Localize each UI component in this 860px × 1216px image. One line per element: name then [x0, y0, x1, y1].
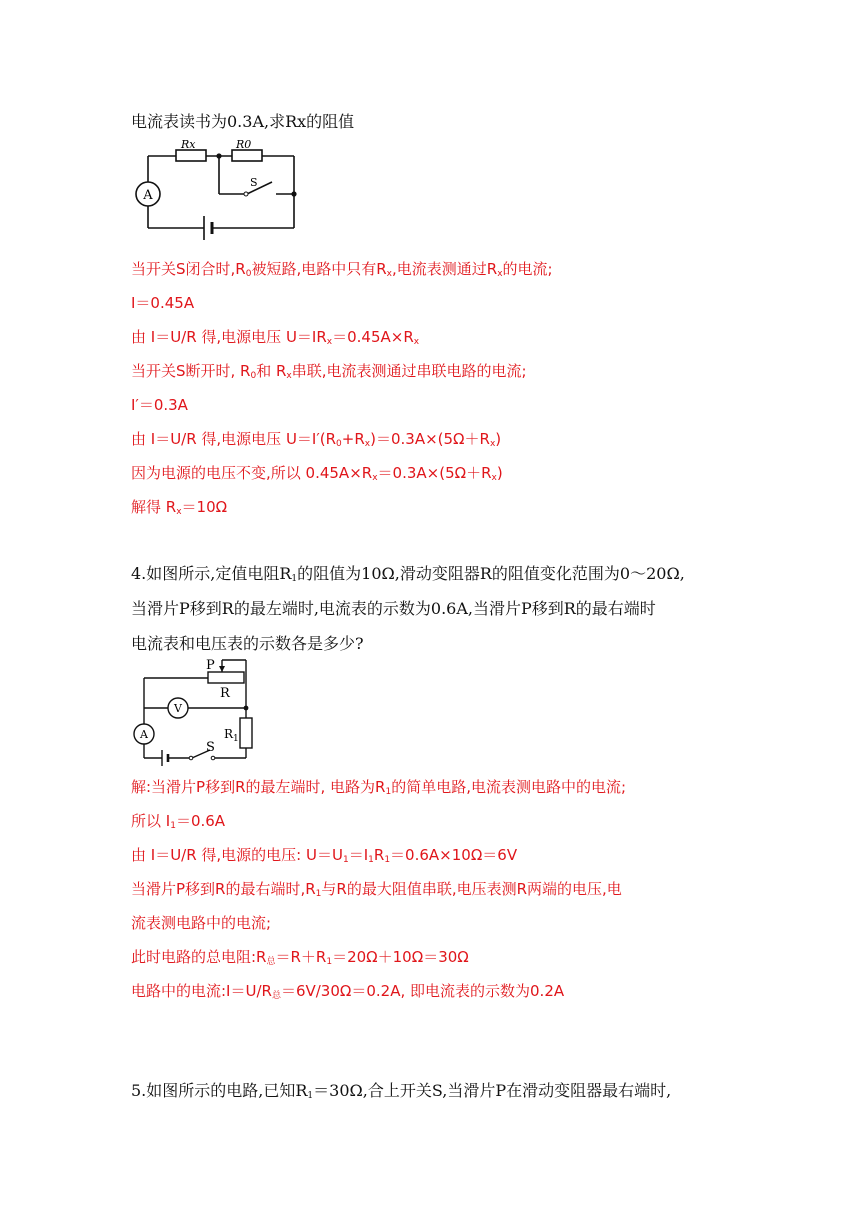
q4-answer-line-5: 流表测电路中的电流;	[131, 914, 272, 932]
q4-circuit-diagram	[126, 656, 266, 768]
q4-answer-line-6: 此时电路的总电阻$:R_总=R+R_1=20\Omega+10\Omega=30\Omega$	[131, 948, 469, 967]
rx-label: Rx	[181, 138, 196, 151]
q3-intro: 电流表读书为0.3A,求Rx的阻值	[131, 112, 355, 131]
q3-answer-line-5: I′＝0.3A	[131, 396, 188, 414]
q3-answer-line-4: 当开关S断开时, $R_0$和 $R_x$串联,电流表测通过串联电路的电流;	[131, 362, 527, 381]
r0-label: R0	[236, 138, 252, 151]
q4-answer-line-1: 解:当滑片P移到R的最左端时, 电路为$R_1$的简单电路,电流表测电路中的电流;	[131, 778, 627, 797]
r1-label: $R_1$	[224, 727, 239, 744]
q4-answer-line-2: 所以 $I_1=0.6A$	[131, 812, 226, 831]
q4-answer-line-4: 当滑片P移到R的最右端时$,R_1$与R的最大阻值串联,电压表测R两端的电压,电	[131, 880, 622, 899]
slide-rheostat	[208, 672, 244, 683]
rx-resistor	[176, 150, 206, 161]
slider-p-label: P	[206, 658, 215, 673]
q3-answer-line-2: I＝0.45A	[131, 294, 195, 312]
q4-answer-line-3: 由 I＝U/R 得,电源的电压: $U=U_1=I_1R_1=0.6A\times 10\Omega=6V$	[131, 846, 518, 865]
q3-answer-line-8: 解得 $R_x=10\Omega$	[131, 498, 228, 517]
ammeter-label: A	[143, 188, 153, 203]
voltmeter-label: V	[174, 702, 182, 715]
q3-answer-line-6: 由 I＝U/R 得,电源电压 $U=I'(R_0+R_x)=0.3A\times(5\Omega+R_x)$	[131, 430, 502, 449]
q3-answer-line-1: 当开关S闭合时$,R_0$被短路,电路中只有$R_x$,电流表测通过$R_x$的电流;	[131, 260, 553, 279]
q3-circuit-diagram	[126, 138, 306, 248]
q4-question-line-3: 电流表和电压表的示数各是多少?	[131, 634, 364, 653]
ammeter-label: A	[140, 728, 148, 741]
q3-answer-line-7: 因为电源的电压不变,所以 $0.45A\times R_x=0.3A\times(5\Omega+R_x)$	[131, 464, 503, 483]
q4-answer-line-7: 电路中的电流$:I=U/R_总=6V/30\Omega=0.2A$, 即电流表的示数为0.2A	[131, 982, 565, 1001]
rheostat-label: R	[220, 686, 230, 701]
r0-resistor	[232, 150, 262, 161]
q3-answer-line-3: 由 I＝U/R 得,电源电压 $U=IR_x=0.45A\times R_x$	[131, 328, 420, 347]
switch-label: S	[206, 740, 215, 755]
q4-question-line-1: 4.如图所示,定值电阻$R_1$的阻值为10Ω,滑动变阻器R的阻值变化范围为0～20Ω,	[131, 564, 685, 584]
q5-question-line-1: 5.如图所示的电路,已知$R_1=30\Omega$,合上开关S,当滑片P在滑动变阻器最右端时,	[131, 1081, 672, 1101]
r1-resistor	[240, 718, 252, 748]
switch-label: S	[250, 176, 258, 189]
q4-question-line-2: 当滑片P移到R的最左端时,电流表的示数为0.6A,当滑片P移到R的最右端时	[131, 599, 656, 618]
